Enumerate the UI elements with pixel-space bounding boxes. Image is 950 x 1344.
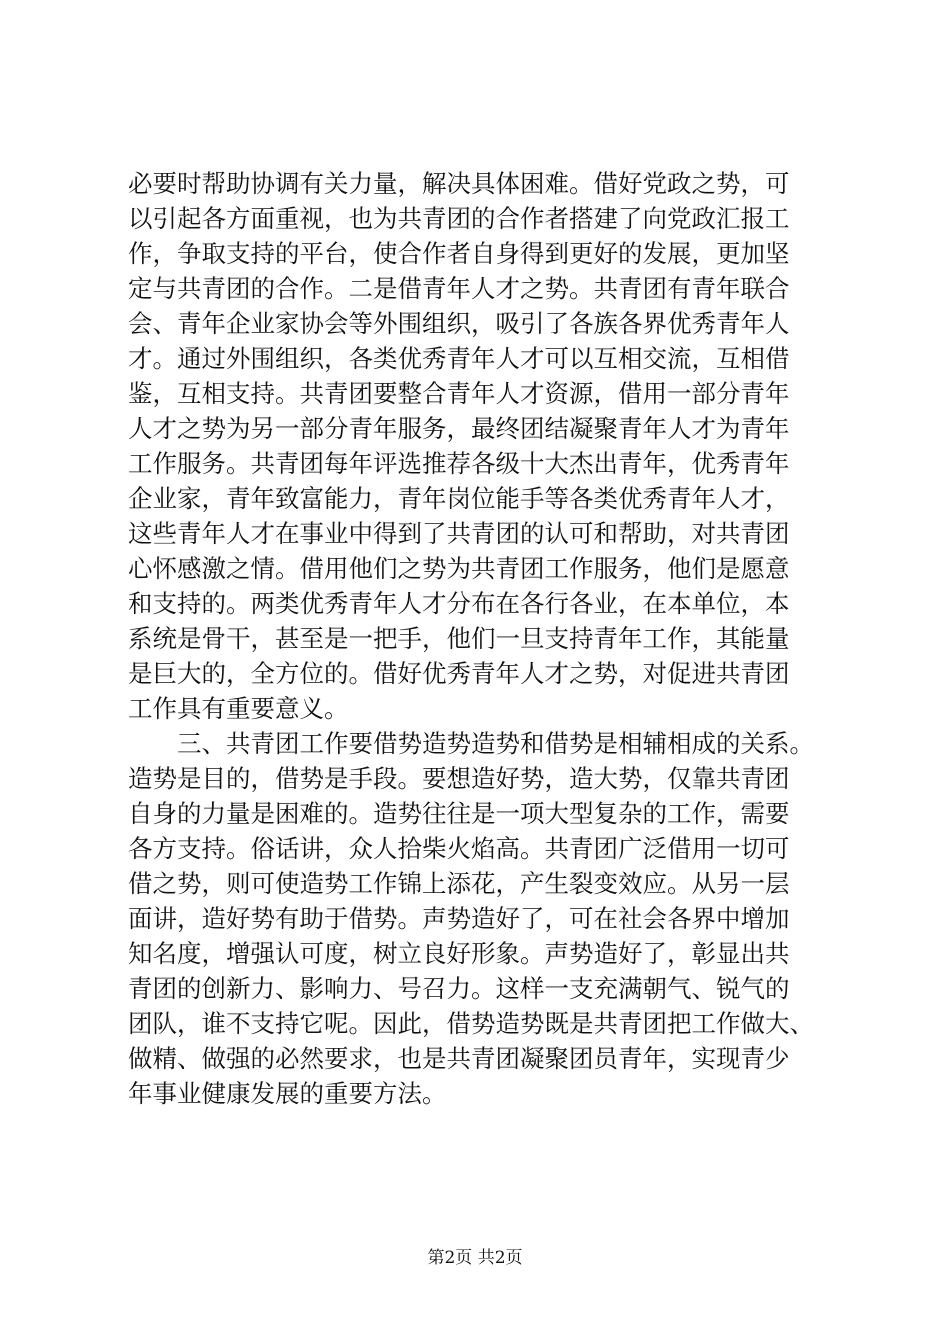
text-line: 青团的创新力、影响力、号召力。这样一支充满朝气、锐气的 (128, 974, 790, 1003)
text-line: 心怀感激之情。借用他们之势为共青团工作服务，他们是愿意 (128, 554, 790, 583)
text-line: 这些青年人才在事业中得到了共青团的认可和帮助，对共青团 (128, 519, 790, 548)
text-line: 知名度，增强认可度，树立良好形象。声势造好了，彰显出共 (128, 939, 790, 968)
text-line: 工作服务。共青团每年评选推荐各级十大杰出青年，优秀青年 (128, 449, 790, 478)
text-line: 系统是骨干，甚至是一把手，他们一旦支持青年工作，其能量 (128, 624, 790, 653)
text-line: 作，争取支持的平台，使合作者自身得到更好的发展，更加坚 (128, 239, 790, 268)
text-line: 面讲，造好势有助于借势。声势造好了，可在社会各界中增加 (128, 904, 790, 933)
text-line: 会、青年企业家协会等外围组织，吸引了各族各界优秀青年人 (128, 309, 790, 338)
text-line: 各方支持。俗话讲，众人拾柴火焰高。共青团广泛借用一切可 (128, 834, 790, 863)
text-line: 鉴，互相支持。共青团要整合青年人才资源，借用一部分青年 (128, 379, 790, 408)
text-line: 以引起各方面重视，也为共青团的合作者搭建了向党政汇报工 (128, 204, 790, 233)
text-line: 人才之势为另一部分青年服务，最终团结凝聚青年人才为青年 (128, 414, 790, 443)
text-line: 做精、做强的必然要求，也是共青团凝聚团员青年，实现青少 (128, 1044, 790, 1073)
text-line: 定与共青团的合作。二是借青年人才之势。共青团有青年联合 (128, 274, 790, 303)
text-line: 借之势，则可使造势工作锦上添花，产生裂变效应。从另一层 (128, 869, 790, 898)
text-line: 企业家，青年致富能力，青年岗位能手等各类优秀青年人才， (128, 484, 790, 513)
text-line: 年事业健康发展的重要方法。 (128, 1079, 447, 1108)
text-line: 自身的力量是困难的。造势往往是一项大型复杂的工作，需要 (128, 799, 790, 828)
document-body (128, 166, 850, 1111)
text-line: 必要时帮助协调有关力量，解决具体困难。借好党政之势，可 (128, 169, 790, 198)
page-footer: 第2页 共2页 (427, 1248, 523, 1268)
text-line: 团队，谁不支持它呢。因此，借势造势既是共青团把工作做大、 (128, 1009, 814, 1038)
paragraph-start-line: 三、共青团工作要借势造势造势和借势是相辅相成的关系。 (177, 729, 814, 758)
text-line: 才。通过外围组织，各类优秀青年人才可以互相交流，互相借 (128, 344, 790, 373)
text-line: 造势是目的，借势是手段。要想造好势，造大势，仅靠共青团 (128, 764, 790, 793)
text-line: 是巨大的，全方位的。借好优秀青年人才之势，对促进共青团 (128, 659, 790, 688)
text-line: 工作具有重要意义。 (128, 694, 349, 723)
text-line: 和支持的。两类优秀青年人才分布在各行各业，在本单位，本 (128, 589, 790, 618)
